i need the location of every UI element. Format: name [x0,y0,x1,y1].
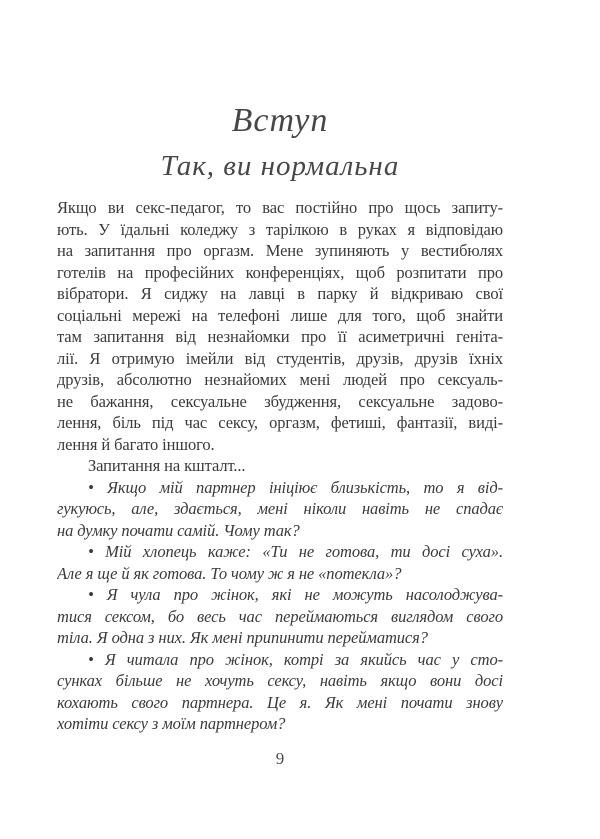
bullet-paragraph [57,584,503,649]
text-line: друзів, абсолютно незнайомих мені людей про сексуаль- [57,370,503,389]
text-line: тіла. Я одна з них. Як мені припинити перейматися? [57,628,428,647]
bullet-paragraph [57,649,503,735]
paragraph [57,197,503,455]
text-line: на запитання про оргазм. Мене зупиняють у вестибюлях [57,241,503,260]
text-line: кохають свого партнера. Це я. Як мені почати знову [57,692,503,712]
body-text [57,197,503,735]
text-line: там запитання від незнайомки про її асиметричні геніта- [57,327,503,346]
text-line: ють. У їдальні коледжу з тарілкою в руках я відповідаю [57,219,503,239]
text-column [57,0,503,769]
text-line: • Мій хлопець каже: «Ти не готова, ти досі суха». [88,542,503,561]
text-line: лії. Я отримую імейли від студентів, друзів, друзів їхніх [57,348,503,368]
text-line: вібратори. Я сиджу на лавці в парку й відкриваю свої [57,284,503,303]
chapter-heading: Вступ [231,102,329,139]
text-line: гукуюсь, але, здається, мені ніколи навіть не спадає [57,499,503,518]
text-line: • Я чула про жінок, які не можуть насолоджува- [88,585,503,604]
page-number: 9 [275,748,285,768]
text-line: готелів на професійних конференціях, щоб розпитати про [57,262,503,282]
text-line: Якщо ви секс-педагог, то вас постійно про щось запиту- [57,198,503,217]
text-line: Запитання на кшталт... [88,456,246,475]
text-line: на думку почати самій. Чому так? [57,520,300,540]
paragraph [57,455,503,477]
text-line: • Якщо мій партнер ініціює близькість, то я від- [88,477,503,497]
bullet-paragraph [57,541,503,584]
text-line: лення, біль під час сексу, оргазм, фетиші, фантазії, виді- [57,413,503,432]
text-line: соціальні мережі на телефоні лише для того, щоб знайти [57,305,503,325]
chapter-subheading: Так, ви нормальна [160,150,400,182]
bullet-paragraph [57,477,503,542]
text-line: хотіти сексу з моїм партнером? [57,714,286,733]
text-line: сунках більше не хочуть сексу, навіть якщо вони досі [57,671,503,690]
text-line: лення й багато іншого. [57,434,215,454]
text-line: • Я читала про жінок, котрі за якийсь час у сто- [88,649,503,669]
text-line: не бажання, сексуальне збудження, сексуальне задово- [57,391,503,411]
text-line: Але я ще й як готова. То чому ж я не «потекла»? [57,563,402,583]
text-line: тися сексом, бо весь час переймаються виглядом свого [57,606,503,626]
